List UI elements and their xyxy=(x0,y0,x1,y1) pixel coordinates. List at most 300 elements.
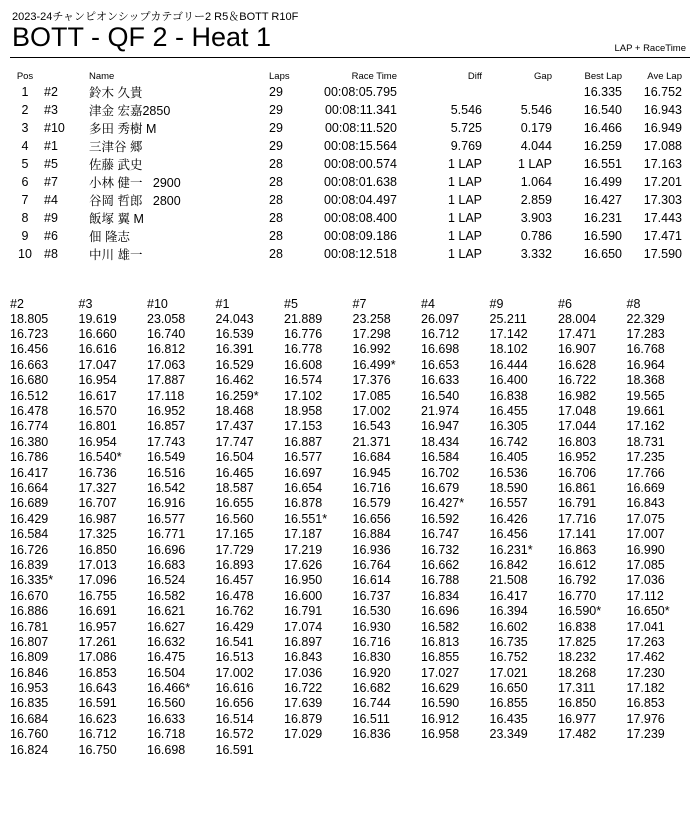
lap-time: 16.792 xyxy=(558,573,597,588)
lap-time: 17.376 xyxy=(352,373,391,388)
result-row xyxy=(10,245,682,263)
result-name: 多田 秀樹 M xyxy=(89,122,157,136)
lap-time: 16.853 xyxy=(78,665,117,680)
lap-time: 16.643 xyxy=(78,681,117,696)
result-gap: 3.332 xyxy=(520,247,552,261)
result-row xyxy=(10,83,682,101)
lap-time: 16.305 xyxy=(489,419,528,434)
lap-time: 16.768 xyxy=(626,342,665,357)
lap-time: 16.861 xyxy=(558,480,597,495)
lap-row xyxy=(10,542,695,557)
lap-time xyxy=(353,742,422,757)
lap-time: 19.565 xyxy=(626,388,665,403)
result-best: 16.650 xyxy=(583,247,622,261)
lap-time: 16.912 xyxy=(421,711,460,726)
lap-time: 16.466* xyxy=(147,681,191,696)
lap-time xyxy=(490,742,559,757)
lap-row xyxy=(10,742,695,757)
lap-time: 17.112 xyxy=(626,588,664,603)
lap-row xyxy=(10,573,695,588)
lap-time: 16.893 xyxy=(215,557,254,572)
result-row xyxy=(10,227,682,245)
lap-time: 16.669 xyxy=(626,480,665,495)
lap-time: 16.716 xyxy=(352,634,391,649)
lap-time: 17.085 xyxy=(352,388,391,403)
lap-time: 16.958 xyxy=(421,727,460,742)
lap-time: 17.002 xyxy=(352,404,391,419)
lap-row xyxy=(10,526,695,541)
lap-time: 16.435 xyxy=(489,711,528,726)
result-diff: 1 LAP xyxy=(447,229,482,243)
lap-time: 17.327 xyxy=(78,480,117,495)
lap-time: 16.954 xyxy=(78,434,117,449)
lap-time: 16.684 xyxy=(10,711,49,726)
lap-time: 16.843 xyxy=(626,496,665,511)
lap-time: 16.801 xyxy=(78,419,117,434)
lap-time: 16.850 xyxy=(78,542,117,557)
lap-time: 16.722 xyxy=(558,373,597,388)
lap-time: 18.805 xyxy=(10,311,49,326)
lap-time: 16.614 xyxy=(352,573,391,588)
lap-time: 17.325 xyxy=(78,527,117,542)
lap-time: 17.729 xyxy=(215,542,254,557)
lap-time: 16.776 xyxy=(284,327,323,342)
result-laps: 28 xyxy=(269,229,283,243)
result-num: #1 xyxy=(44,139,58,153)
lap-row xyxy=(10,419,695,434)
lap-time: 16.391 xyxy=(215,342,254,357)
lap-col-header: #8 xyxy=(626,296,641,311)
result-time: 00:08:00.574 xyxy=(324,157,397,171)
lap-row xyxy=(10,450,695,465)
lap-time: 16.977 xyxy=(558,711,597,726)
result-time: 00:08:01.638 xyxy=(324,175,397,189)
lap-time: 16.774 xyxy=(10,419,49,434)
result-diff xyxy=(397,83,482,101)
result-laps: 28 xyxy=(269,175,283,189)
lap-time: 16.726 xyxy=(10,542,49,557)
lap-time: 16.600 xyxy=(284,588,323,603)
lap-time: 17.036 xyxy=(284,665,323,680)
lap-time: 16.516 xyxy=(147,465,186,480)
lap-time: 16.752 xyxy=(489,650,528,665)
lap-time: 16.456 xyxy=(10,342,49,357)
result-diff: 1 LAP xyxy=(447,175,482,189)
lap-time: 16.633 xyxy=(147,711,186,726)
lap-time: 17.162 xyxy=(626,419,665,434)
lap-time: 16.335* xyxy=(10,573,54,588)
lap-time: 16.836 xyxy=(352,727,391,742)
lap-time: 17.085 xyxy=(626,557,665,572)
result-pos: 4 xyxy=(21,139,29,153)
lap-time: 16.791 xyxy=(284,604,323,619)
lap-row xyxy=(10,465,695,480)
lap-time: 16.584 xyxy=(421,450,460,465)
lap-time: 17.283 xyxy=(626,327,665,342)
result-best: 16.427 xyxy=(583,193,622,207)
lap-time: 16.616 xyxy=(215,681,254,696)
lap-time: 16.771 xyxy=(147,527,186,542)
lap-time: 17.007 xyxy=(626,527,665,542)
report-type-label: LAP + RaceTime xyxy=(614,43,686,54)
lap-time: 16.621 xyxy=(147,604,186,619)
col-name: Name xyxy=(89,71,115,82)
lap-row xyxy=(10,388,695,403)
lap-time: 16.781 xyxy=(10,619,49,634)
lap-col-header: #5 xyxy=(284,296,298,311)
result-num: #7 xyxy=(44,175,58,189)
result-ave: 17.303 xyxy=(643,193,682,207)
lap-time: 17.041 xyxy=(626,619,665,634)
lap-row xyxy=(10,680,695,695)
lap-time: 16.602 xyxy=(489,619,528,634)
lap-time: 17.029 xyxy=(284,727,323,742)
lap-time: 16.551* xyxy=(284,511,328,526)
lap-time: 23.349 xyxy=(489,727,528,742)
lap-time: 16.755 xyxy=(78,588,117,603)
results-header-row xyxy=(10,70,682,83)
result-name: 津金 宏嘉2850 xyxy=(89,104,171,118)
result-diff: 9.769 xyxy=(450,139,482,153)
lap-time: 17.437 xyxy=(215,419,254,434)
lap-time: 16.987 xyxy=(78,511,117,526)
result-laps: 28 xyxy=(269,247,283,261)
lap-time: 17.263 xyxy=(626,634,665,649)
lap-time: 24.043 xyxy=(215,311,254,326)
lap-time: 16.514 xyxy=(215,711,254,726)
lap-time: 16.591 xyxy=(215,742,254,757)
result-gap: 4.044 xyxy=(520,139,552,153)
lap-time: 16.231* xyxy=(489,542,533,557)
lap-time: 16.936 xyxy=(352,542,391,557)
lap-time: 17.044 xyxy=(558,419,597,434)
lap-time: 16.718 xyxy=(147,727,186,742)
lap-time: 23.058 xyxy=(147,311,186,326)
lap-time: 16.541 xyxy=(215,634,254,649)
lap-row xyxy=(10,496,695,511)
lap-time: 16.691 xyxy=(78,604,117,619)
lap-time: 16.627 xyxy=(147,619,186,634)
result-gap: 1 LAP xyxy=(517,157,552,171)
lap-row xyxy=(10,619,695,634)
result-num: #5 xyxy=(44,157,58,171)
lap-time: 16.590 xyxy=(421,696,460,711)
lap-time: 16.736 xyxy=(78,465,117,480)
lap-time: 16.712 xyxy=(421,327,460,342)
lap-time: 17.482 xyxy=(558,727,597,742)
lap-time: 16.716 xyxy=(352,480,391,495)
lap-time: 16.579 xyxy=(352,496,391,511)
result-pos: 3 xyxy=(21,121,29,135)
result-row xyxy=(10,191,682,209)
lap-time: 16.656 xyxy=(215,696,254,711)
result-time: 00:08:05.795 xyxy=(324,85,397,99)
result-pos: 7 xyxy=(21,193,29,207)
lap-time: 17.766 xyxy=(626,465,665,480)
lap-time: 17.047 xyxy=(78,357,117,372)
lap-time: 16.465 xyxy=(215,465,254,480)
lap-time: 16.770 xyxy=(558,588,597,603)
lap-time: 16.964 xyxy=(626,357,665,372)
lap-time: 17.102 xyxy=(284,388,323,403)
result-diff: 1 LAP xyxy=(447,193,482,207)
result-ave: 16.943 xyxy=(643,103,682,117)
result-time: 00:08:11.520 xyxy=(324,121,397,135)
lap-col-header: #4 xyxy=(421,296,435,311)
lap-time: 17.825 xyxy=(558,634,597,649)
lap-time: 16.662 xyxy=(421,557,460,572)
lap-time: 16.696 xyxy=(147,542,186,557)
lap-row xyxy=(10,603,695,618)
result-row xyxy=(10,209,682,227)
lap-col-header: #9 xyxy=(489,296,504,311)
lap-time: 16.628 xyxy=(558,357,597,372)
lap-col-header: #1 xyxy=(215,296,230,311)
lap-time: 16.697 xyxy=(284,465,323,480)
col-laps: Laps xyxy=(269,71,290,82)
result-row xyxy=(10,173,682,191)
lap-time: 16.952 xyxy=(558,450,597,465)
result-best: 16.551 xyxy=(583,157,622,171)
result-time: 00:08:11.341 xyxy=(324,103,397,117)
lap-time: 17.086 xyxy=(78,650,117,665)
lap-time: 16.584 xyxy=(10,527,49,542)
lap-time: 16.723 xyxy=(10,327,49,342)
lap-time: 16.417 xyxy=(10,465,49,480)
lap-time: 22.329 xyxy=(626,311,665,326)
lap-row xyxy=(10,357,695,372)
lap-time: 16.512 xyxy=(10,388,49,403)
lap-time: 16.855 xyxy=(489,696,528,711)
lap-time: 17.230 xyxy=(626,665,665,680)
lap-time: 16.475 xyxy=(147,650,186,665)
result-gap xyxy=(482,83,552,101)
result-gap: 0.786 xyxy=(520,229,552,243)
lap-time: 16.712 xyxy=(78,727,117,742)
result-laps: 28 xyxy=(269,193,283,207)
lap-time: 17.002 xyxy=(215,665,254,680)
lap-time: 16.616 xyxy=(78,342,117,357)
lap-time: 18.731 xyxy=(626,434,665,449)
lap-time: 16.747 xyxy=(421,527,460,542)
lap-time: 17.976 xyxy=(626,711,665,726)
result-diff: 1 LAP xyxy=(447,211,482,225)
lap-time: 18.958 xyxy=(284,404,323,419)
lap-row xyxy=(10,403,695,418)
lap-time: 16.916 xyxy=(147,496,186,511)
col-ave-lap: Ave Lap xyxy=(647,71,682,82)
lap-time xyxy=(421,742,490,757)
lap-time: 16.855 xyxy=(421,650,460,665)
lap-time: 16.702 xyxy=(421,465,460,480)
result-ave: 17.163 xyxy=(643,157,682,171)
lap-time: 17.219 xyxy=(284,542,323,557)
lap-time: 16.462 xyxy=(215,373,254,388)
lap-time: 16.499* xyxy=(352,357,396,372)
lap-row xyxy=(10,434,695,449)
lap-time: 16.530 xyxy=(352,604,391,619)
result-pos: 9 xyxy=(21,229,29,243)
lap-time: 16.426 xyxy=(489,511,528,526)
lap-time: 16.591 xyxy=(78,696,117,711)
result-num: #4 xyxy=(44,193,58,207)
lap-time: 16.878 xyxy=(284,496,323,511)
lap-time: 16.742 xyxy=(489,434,528,449)
lap-time: 17.639 xyxy=(284,696,323,711)
lap-time: 16.945 xyxy=(352,465,391,480)
result-name: 中川 雄一 xyxy=(89,248,143,262)
lap-time: 16.760 xyxy=(10,727,49,742)
result-num: #10 xyxy=(44,121,65,135)
result-pos: 10 xyxy=(18,247,32,261)
lap-col-header: #3 xyxy=(78,296,93,311)
lap-time: 16.698 xyxy=(421,342,460,357)
lap-time: 16.982 xyxy=(558,388,597,403)
result-name: 三津谷 郷 xyxy=(89,140,143,154)
lap-time: 17.153 xyxy=(284,419,323,434)
result-ave: 17.590 xyxy=(643,247,682,261)
lap-time: 16.735 xyxy=(489,634,528,649)
lap-time: 17.716 xyxy=(558,511,597,526)
result-pos: 2 xyxy=(21,103,29,117)
lap-time: 16.574 xyxy=(284,373,323,388)
lap-time: 17.182 xyxy=(626,681,665,696)
lap-time: 16.788 xyxy=(421,573,460,588)
lap-time: 16.457 xyxy=(215,573,254,588)
lap-row xyxy=(10,696,695,711)
result-ave: 16.949 xyxy=(643,121,682,135)
lap-time: 16.478 xyxy=(215,588,254,603)
lap-col-header: #6 xyxy=(558,296,572,311)
result-ave: 17.443 xyxy=(643,211,682,225)
result-time: 00:08:09.186 xyxy=(324,229,397,243)
lap-time: 16.663 xyxy=(10,357,49,372)
lap-row xyxy=(10,511,695,526)
lap-row xyxy=(10,650,695,665)
lap-time: 21.889 xyxy=(284,311,323,326)
lap-time: 16.540 xyxy=(421,388,460,403)
lap-time: 16.843 xyxy=(284,650,323,665)
lap-time: 17.048 xyxy=(558,404,597,419)
result-row xyxy=(10,137,682,155)
lap-row xyxy=(10,588,695,603)
lap-time: 16.732 xyxy=(421,542,460,557)
lap-time xyxy=(558,742,627,757)
lap-time: 16.809 xyxy=(10,650,49,665)
lap-time: 17.187 xyxy=(284,527,323,542)
lap-row xyxy=(10,480,695,495)
lap-row xyxy=(10,311,695,326)
lap-time: 16.629 xyxy=(421,681,460,696)
result-pos: 5 xyxy=(21,157,29,171)
lap-time: 16.786 xyxy=(10,450,49,465)
lap-time: 16.511 xyxy=(352,711,390,726)
lap-time: 16.655 xyxy=(215,496,254,511)
lap-time: 17.462 xyxy=(626,650,665,665)
lap-time: 16.400 xyxy=(489,373,528,388)
lap-time: 17.074 xyxy=(284,619,323,634)
lap-time: 16.778 xyxy=(284,342,323,357)
lap-time xyxy=(284,742,353,757)
lap-time: 16.590* xyxy=(558,604,602,619)
result-best: 16.466 xyxy=(583,121,622,135)
lap-time: 17.165 xyxy=(215,527,254,542)
result-name: 佐藤 武史 xyxy=(89,158,143,172)
lap-time: 16.670 xyxy=(10,588,49,603)
result-best: 16.259 xyxy=(583,139,622,153)
lap-time: 16.740 xyxy=(147,327,186,342)
lap-time: 16.850 xyxy=(558,696,597,711)
result-time: 00:08:15.564 xyxy=(324,139,397,153)
col-gap: Gap xyxy=(534,71,552,82)
result-diff: 5.546 xyxy=(450,103,482,117)
result-time: 00:08:12.518 xyxy=(324,247,397,261)
lap-time: 17.036 xyxy=(626,573,665,588)
lap-time: 16.608 xyxy=(284,357,323,372)
lap-time: 16.803 xyxy=(558,434,597,449)
lap-time: 16.762 xyxy=(215,604,254,619)
lap-time: 16.680 xyxy=(10,373,49,388)
col-pos: Pos xyxy=(16,71,34,82)
lap-row xyxy=(10,711,695,726)
lap-time: 16.684 xyxy=(352,450,391,465)
lap-time: 16.990 xyxy=(626,542,665,557)
lap-time: 17.887 xyxy=(147,373,186,388)
result-gap: 5.546 xyxy=(520,103,552,117)
result-laps: 29 xyxy=(269,139,283,153)
result-pos: 1 xyxy=(21,85,29,99)
lap-time: 16.405 xyxy=(489,450,528,465)
result-laps: 29 xyxy=(269,85,283,99)
result-gap: 0.179 xyxy=(520,121,552,135)
lap-time: 16.504 xyxy=(215,450,254,465)
lap-time: 16.887 xyxy=(284,434,323,449)
lap-time: 17.239 xyxy=(626,727,665,742)
lap-time: 16.380 xyxy=(10,434,49,449)
lap-time: 16.549 xyxy=(147,450,186,465)
lap-time: 16.897 xyxy=(284,634,323,649)
lap-time: 16.560 xyxy=(147,696,186,711)
lap-time: 17.141 xyxy=(558,527,597,542)
result-best: 16.231 xyxy=(583,211,622,225)
result-ave: 16.752 xyxy=(643,85,682,99)
lap-time: 16.572 xyxy=(215,727,254,742)
lap-time: 16.582 xyxy=(421,619,460,634)
lap-time: 17.096 xyxy=(78,573,117,588)
lap-time: 28.004 xyxy=(558,311,597,326)
lap-time: 16.812 xyxy=(147,342,186,357)
lap-time: 17.471 xyxy=(558,327,597,342)
result-row xyxy=(10,155,682,173)
lap-time: 16.664 xyxy=(10,480,49,495)
result-diff: 5.725 xyxy=(450,121,482,135)
lap-time: 17.747 xyxy=(215,434,254,449)
lap-time: 16.653 xyxy=(421,357,460,372)
lap-time: 16.683 xyxy=(147,557,186,572)
result-pos: 6 xyxy=(21,175,29,189)
lap-time: 18.232 xyxy=(558,650,597,665)
lap-time: 16.930 xyxy=(352,619,391,634)
lap-time: 16.444 xyxy=(489,357,528,372)
lap-time: 16.660 xyxy=(78,327,117,342)
lap-time: 16.560 xyxy=(215,511,254,526)
lap-time: 16.529 xyxy=(215,357,254,372)
lap-time: 16.539 xyxy=(215,327,254,342)
lap-time: 16.542 xyxy=(147,480,186,495)
lap-time: 17.021 xyxy=(489,665,528,680)
result-ave: 17.201 xyxy=(643,175,682,189)
result-row xyxy=(10,119,682,137)
